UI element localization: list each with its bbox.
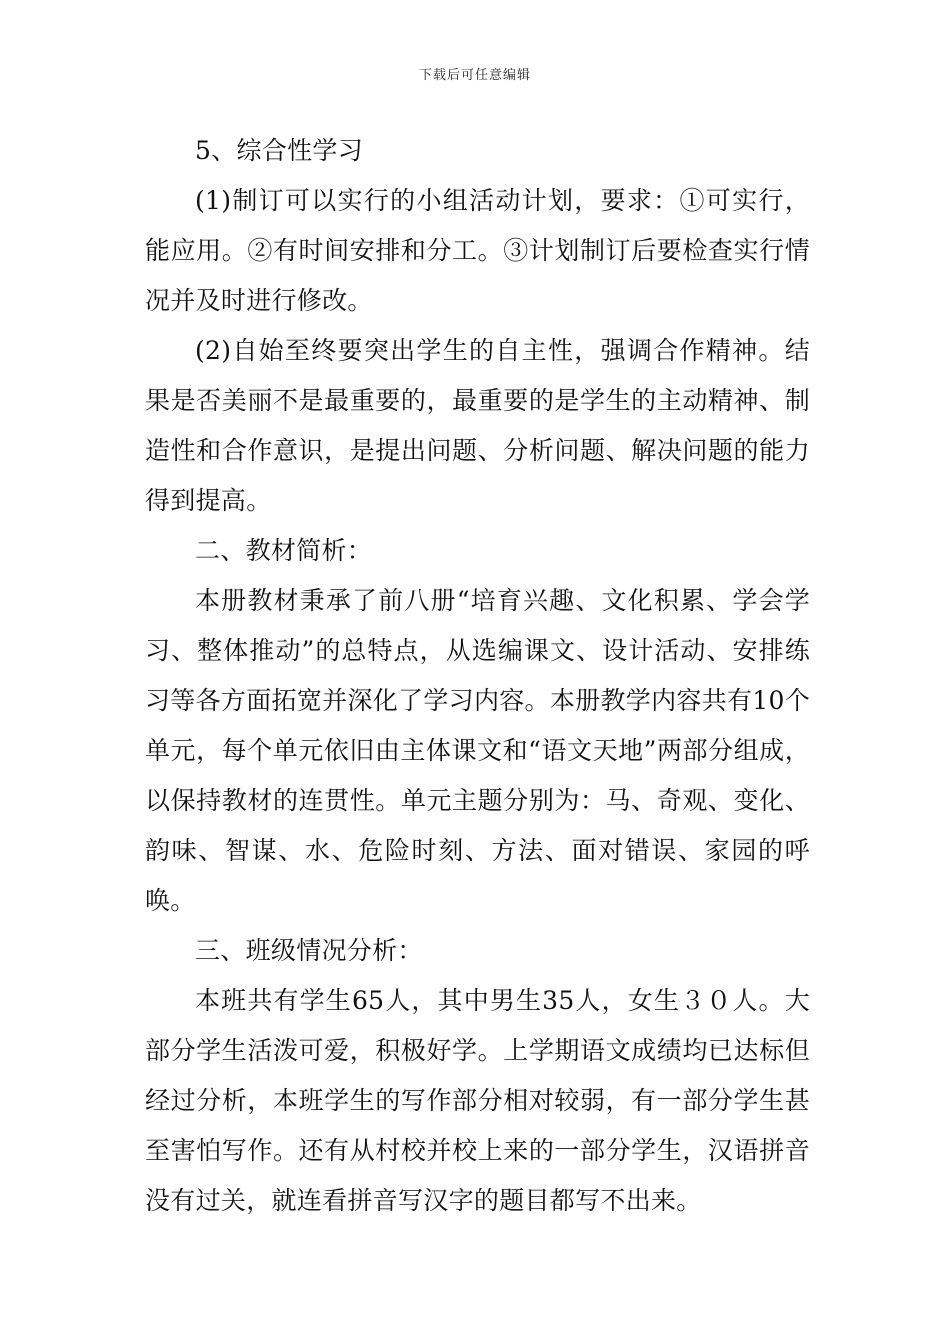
paragraph-class-description: 本班共有学生65人，其中男生35人，女生３０人。大部分学生活泼可爱，积极好学。上学期语文成绩均已达标但经过分析，本班学生的写作部分相对较弱，有一部分学生甚至害怕写作。还有从村校并校上来的一部分学生，汉语拼音没有过关，就连看拼音写汉字的题目都写不出来。 [145,986,810,1215]
page-header: 下载后可任意编辑 [418,68,531,83]
section-heading-comprehensive-learning: 5、综合性学习 [195,136,364,165]
document-body [145,126,810,1226]
paragraph-plan-requirements: (1)制订可以实行的小组活动计划，要求：①可实行，能应用。②有时间安排和分工。③计划制订后要检查实行情况并及时进行修改。 [145,186,810,315]
section-heading-textbook-analysis: 二、教材简析： [195,536,373,565]
paragraph-student-autonomy: (2)自始至终要突出学生的自主性，强调合作精神。结果是否美丽不是最重要的，最重要的是学生的主动精神、制造性和合作意识，是提出问题、分析问题、解决问题的能力得到提高。 [145,336,810,515]
paragraph-textbook-description: 本册教材秉承了前八册“培育兴趣、文化积累、学会学习、整体推动”的总特点，从选编课文、设计活动、安排练习等各方面拓宽并深化了学习内容。本册教学内容共有10个单元，每个单元依旧由主体课文和“语文天地”两部分组成，以保持教材的连贯性。单元主题分别为：马、奇观、变化、韵味、智谋、水、危险时刻、方法、面对错误、家园的呼唤。 [145,586,810,915]
section-heading-class-analysis: 三、班级情况分析： [195,936,423,965]
